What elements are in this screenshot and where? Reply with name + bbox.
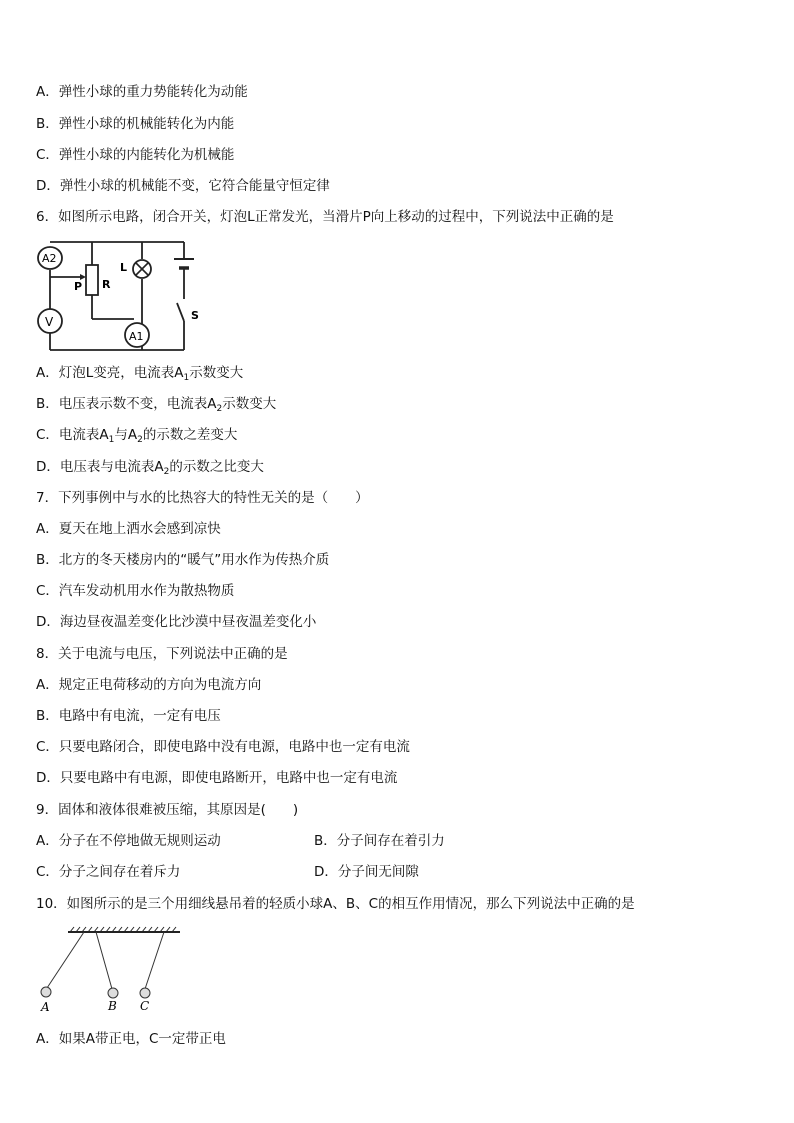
q6-option-a: A．灯泡L变亮，电流表$A_1$示数变大 [36, 365, 244, 383]
q10-option-a: A．如果A带正电，C一定带正电 [36, 1031, 226, 1047]
q9-stem: 9．固体和液体很难被压缩，其原因是( ) [36, 802, 299, 818]
ball-a-label: A [41, 1000, 50, 1014]
rheostat-r-label: R [102, 278, 111, 291]
q7-option-c: C．汽车发动机用水作为散热物质 [36, 583, 235, 599]
q8-option-a: A．规定正电荷移动的方向为电流方向 [36, 677, 262, 693]
q5-option-b: B．弹性小球的机械能转化为内能 [36, 116, 235, 132]
q9-option-b: B．分子间存在着引力 [314, 833, 445, 849]
q7-option-d: D．海边昼夜温差变化比沙漠中昼夜温差变化小 [36, 614, 317, 630]
q9-option-c: C．分子之间存在着斥力 [36, 864, 181, 880]
ball-a-icon [41, 987, 51, 997]
ball-b-label: B [108, 999, 117, 1013]
q7-stem: 7．下列事例中与水的比热容大的特性无关的是（ ） [36, 490, 369, 506]
ammeter-a2-label: A2 [42, 252, 57, 265]
q9-option-d: D．分子间无间隙 [314, 864, 419, 880]
q5-option-c: C．弹性小球的内能转化为机械能 [36, 147, 235, 163]
q5-option-a: A．弹性小球的重力势能转化为动能 [36, 84, 248, 100]
q7-option-a: A．夏天在地上洒水会感到凉快 [36, 521, 221, 537]
rheostat-icon [86, 265, 98, 295]
q9-option-a: A．分子在不停地做无规则运动 [36, 833, 221, 849]
switch-s-label: S [191, 309, 199, 322]
q8-stem: 8．关于电流与电压，下列说法中正确的是 [36, 646, 288, 662]
q5-option-d: D．弹性小球的机械能不变，它符合能量守恒定律 [36, 178, 330, 194]
q6-circuit-diagram [34, 237, 214, 357]
slider-p-label: P [74, 280, 83, 293]
q6-option-d: D．电压表与电流表$A_2$的示数之比变大 [36, 459, 264, 477]
q8-option-c: C．只要电路闭合，即使电路中没有电源，电路中也一定有电流 [36, 739, 410, 755]
q8-option-b: B．电路中有电流，一定有电压 [36, 708, 221, 724]
q8-option-d: D．只要电路中有电源，即使电路断开，电路中也一定有电流 [36, 770, 398, 786]
ball-c-label: C [140, 999, 150, 1013]
q6-stem: 6．如图所示电路，闭合开关，灯泡L正常发光，当滑片P向上移动的过程中，下列说法中正确的是 [36, 209, 614, 225]
voltmeter-label: V [45, 315, 54, 329]
q6-option-c: C．电流表$A_1$与$A_2$的示数之差变大 [36, 427, 238, 445]
ball-c-icon [140, 988, 150, 998]
q10-pendulum-diagram [34, 926, 184, 1018]
lamp-l-label: L [120, 261, 128, 274]
ball-b-icon [108, 988, 118, 998]
battery-icon [174, 259, 194, 268]
q10-stem: 10．如图所示的是三个用细线悬吊着的轻质小球A、B、C的相互作用情况，那么下列说法中正确的是 [36, 896, 635, 912]
ammeter-a1-label: A1 [129, 330, 144, 343]
q6-option-b: B．电压表示数不变，电流表$A_2$示数变大 [36, 396, 277, 414]
q7-option-b: B．北方的冬天楼房内的“暖气”用水作为传热介质 [36, 552, 330, 568]
